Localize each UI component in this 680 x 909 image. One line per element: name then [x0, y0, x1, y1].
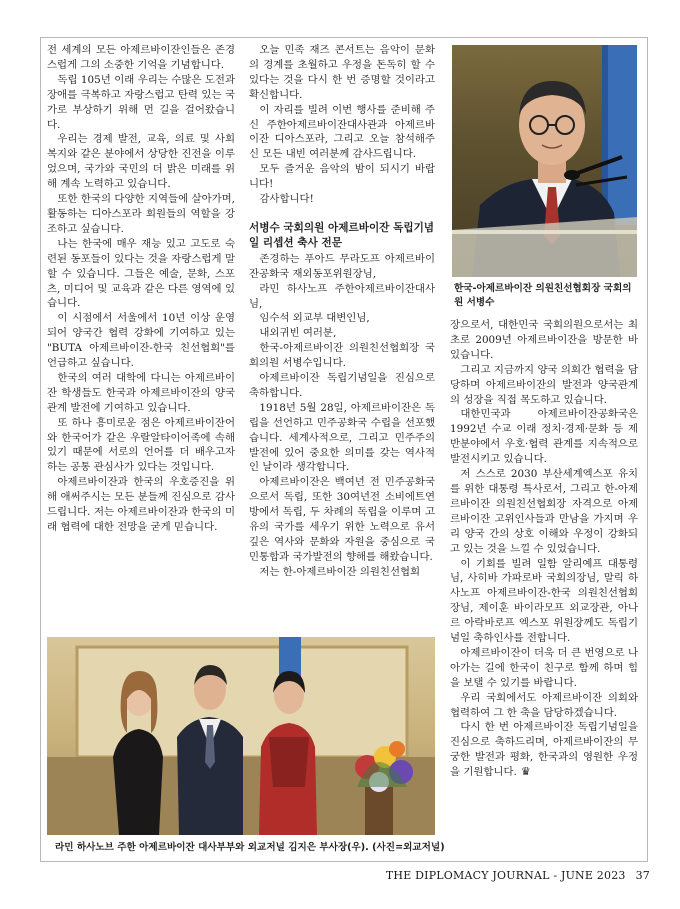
paragraph: 이 자리를 빌려 이번 행사를 준비해 주신 주한아제르바이잔대사관과 아제르바이잔 디아스포라, 그리고 오늘 참석해주신 모든 내빈 여러분께 감사드립니다.	[249, 103, 435, 161]
page-number: 37	[635, 869, 650, 882]
publication-name: THE DIPLOMACY JOURNAL - JUNE 2023	[385, 869, 626, 882]
paragraph: 라민 하사노프 주한아제르바이잔대사님,	[249, 282, 435, 310]
paragraph: 또한 한국의 다양한 지역들에 살아가며, 활동하는 디아스포라 회원들의 역할을 강조하고 싶습니다.	[47, 193, 235, 235]
paragraph: 이 기회를 빌려 일함 알리예프 대통령님, 사히바 가파로바 국회의장님, 말릭 하사노프 아제르바이잔-한국 의원친선협회장님, 제이훈 바이라모프 외교장관, 아나르 아락바로프 엑스포 위원장께도 독립기념일 축하인사를 전합니다.	[450, 557, 638, 645]
paragraph: 아제르바이잔과 한국의 우호증진을 위해 애써주시는 모든 분들께 진심으로 감사드립니다. 저는 아제르바이잔과 한국의 미래 협력에 대한 전망을 굳게 믿습니다.	[47, 476, 235, 533]
paragraph: 그리고 지금까지 양국 의회간 협력을 담당하며 아제르바이잔의 발전과 양국관계의 성장을 직접 목도하고 있습니다.	[450, 363, 638, 406]
article-column-3	[450, 318, 638, 860]
speech-heading: 서병수 국회의원 아제르바이잔 독립기념일 리셉션 축사 전문	[249, 221, 435, 249]
group-photo-caption: 라민 하사노브 주한 아제르바이잔 대사부부와 외교저널 김지은 부사장(우). (사진=외교저널)	[55, 842, 445, 853]
paragraph: 우리는 경제 발전, 교육, 의료 및 사회 복지와 같은 분야에서 상당한 진전을 이루었으며, 국가와 국민의 더 밝은 미래를 위해 계속 노력하고 있습니다.	[47, 133, 235, 191]
paragraph: 저 스스로 2030 부산세계엑스포 유치를 위한 대통령 특사로서, 그리고 한-아제르바이잔 의원친선협회장 자격으로 아제르바이잔 고위인사들과 만남을 가지며 우리 양국 간의 상호 이해와 우정이 강화되고 있는 것을 느낄 수 있었습니다.	[450, 468, 638, 555]
paragraph: 또 하나 흥미로운 점은 아제르바이잔어와 한국어가 같은 우랄알타이어족에 속해 있기 때문에 서로의 언어를 더 배우고자 하는 공통 관심사가 있다는 것입니다.	[47, 416, 235, 474]
paragraph: 1918년 5월 28일, 아제르바이잔은 독립을 선언하고 민주공화국 수립을 선포했습니다. 세계사적으로, 그리고 민주주의 발전에 있어 중요한 의미를 갖는 역사적인 날이라 생각합니다.	[249, 401, 435, 474]
paragraph: 한국-아제르바이잔 의원친선협회장 국회의원 서병수입니다.	[249, 342, 435, 370]
speaker-illustration	[452, 45, 637, 277]
paragraph: 독립 105년 이래 우리는 수많은 도전과 장애를 극복하고 자랑스럽고 탄력 있는 국가로 부상하기 위해 먼 길을 걸어왔습니다.	[47, 73, 235, 131]
paragraph	[450, 720, 638, 780]
paragraph: 전 세계의 모든 아제르바이잔인들은 존경스럽게 그의 소중한 기억을 기념합니다.	[47, 44, 235, 71]
page-footer	[380, 869, 650, 882]
paragraph: 내외귀빈 여러분,	[259, 327, 337, 340]
paragraph-text: 다시 한 번 아제르바이잔 독립기념일을 진심으로 축하드리며, 아제르바이잔의 무궁한 발전과 평화, 한국과의 영원한 우정을 기원합니다.	[450, 721, 638, 779]
paragraph: 이 시점에서 서울에서 10년 이상 운영되어 양국간 협력 강화에 기여하고 있는 "BUTA 아제르바이잔-한국 친선협회"를 언급하고 싶습니다.	[47, 312, 235, 370]
paragraph: 장으로서, 대한민국 국회의원으로서는 최초로 2009년 아제르바이잔을 방문한 바 있습니다.	[450, 319, 638, 361]
paragraph: 아제르바이잔은 백여년 전 민주공화국으로서 독립, 또한 30여년전 소비에트연방에서 독립, 두 차례의 독립을 이루며 고유의 국가를 세우기 위한 노력으로 유서 깊은 역사와 문화와 자원을 중심으로 국민통합과 국가발전의 향해를 해왔습니다.	[249, 476, 435, 563]
paragraph: 모두 즐거운 음악의 밤이 되시기 바랍니다!	[249, 163, 435, 191]
paragraph: 나는 한국에 매우 재능 있고 고도로 숙련된 동포들이 있다는 것을 자랑스럽게 말할 수 있습니다. 그들은 예술, 문화, 스포츠, 미디어 및 교육과 같은 다른 영역에 있습니다.	[47, 237, 235, 310]
group-illustration	[47, 637, 435, 835]
paragraph: 아제르바이잔 독립기념일을 진심으로 축하합니다.	[249, 372, 435, 399]
speaker-photo	[452, 45, 637, 277]
article-column-2	[249, 43, 435, 633]
paragraph: 아제르바이잔이 더욱 더 큰 번영으로 나아가는 길에 한국이 친구로 함께 하며 힘을 보탤 수 있기를 바랍니다.	[450, 646, 638, 689]
paragraph: 임수석 외교부 대변인님,	[259, 312, 370, 325]
paragraph: 대한민국과 아제르바이잔공화국은 1992년 수교 이래 정치·경제·문화 등 제반분야에서 우호·협력 관계를 지속적으로 발전시키고 있습니다.	[450, 408, 638, 466]
group-photo	[47, 637, 435, 835]
article-column-1	[47, 43, 235, 633]
paragraph: 저는 한-아제르바이잔 의원친선협회	[259, 565, 421, 578]
paragraph: 오늘 민족 재즈 콘서트는 음악이 문화의 경계를 초월하고 우정을 돈독히 할 수 있다는 것을 다시 한 번 증명할 것이라고 확신합니다.	[249, 44, 435, 101]
paragraph: 우리 국회에서도 아제르바이잔 의회와 협력하여 그 한 축을 담당하겠습니다.	[450, 691, 638, 719]
paragraph: 감사합니다!	[259, 193, 314, 206]
paragraph: 존경하는 푸아드 무라도프 아제르바이잔공화국 재외동포위원장님,	[249, 252, 435, 280]
speaker-photo-caption: 한국-아제르바이잔 의원친선협회장 국회의원 서병수	[454, 283, 632, 308]
end-mark-icon: ♛	[520, 765, 531, 779]
paragraph: 한국의 여러 대학에 다니는 아제르바이잔 학생들도 한국과 아제르바이잔의 양국관계 발전에 기여하고 있습니다.	[47, 371, 235, 414]
